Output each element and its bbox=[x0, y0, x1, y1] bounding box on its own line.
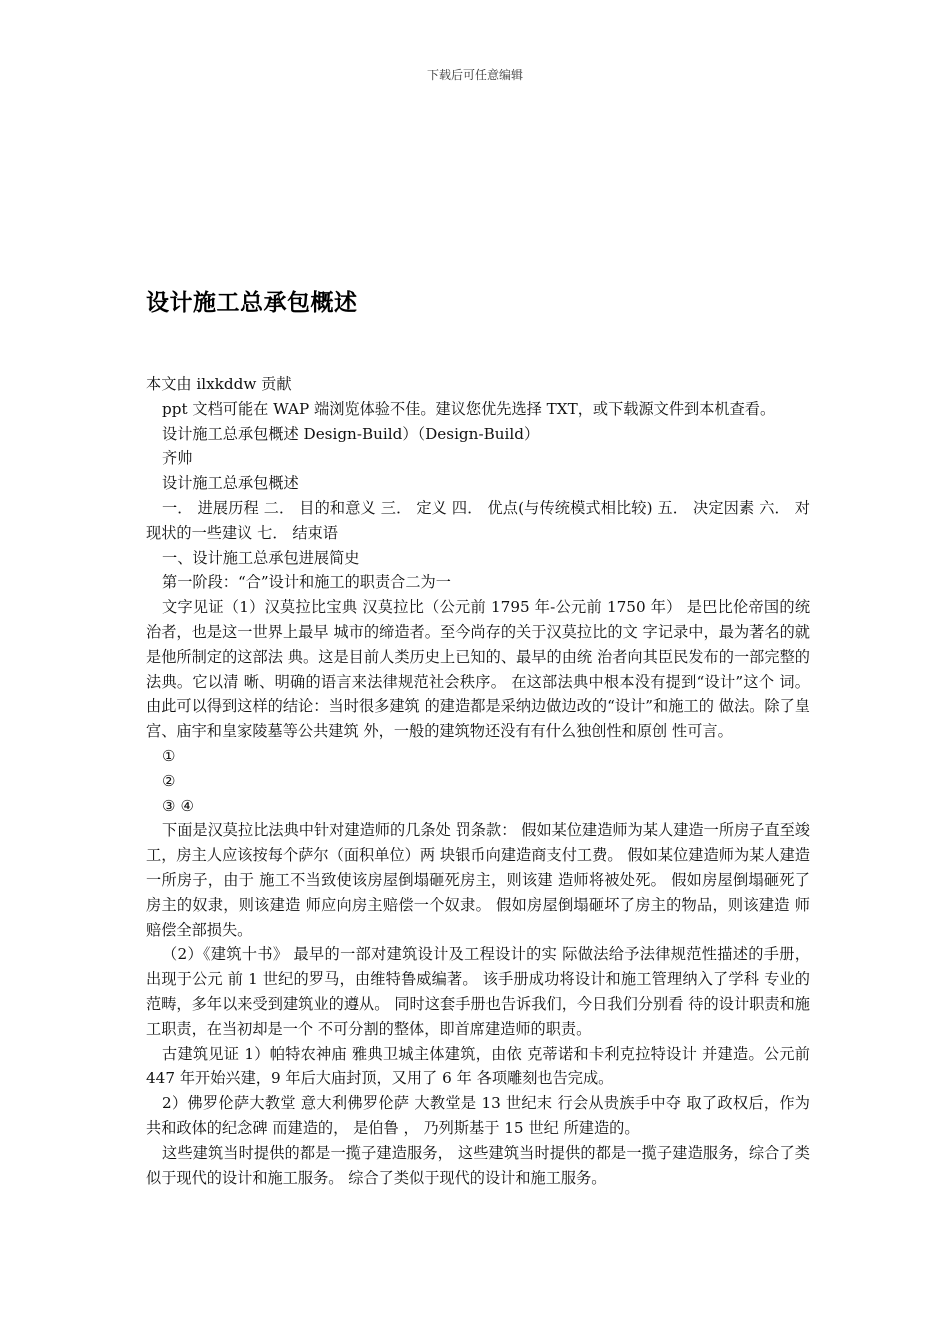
summary-paragraph: 这些建筑当时提供的都是一揽子建造服务， 这些建筑当时提供的都是一揽子建造服务，综合了类似于现代的设计和施工服务。 综合了类似于现代的设计和施工服务。 bbox=[146, 1143, 810, 1187]
outline-paragraph: 一． 进展历程 二． 目的和意义 三． 定义 四． 优点(与传统模式相比较) 五． 决定因素 六． 对现状的一些建议 七． 结束语 bbox=[146, 498, 810, 542]
document-body bbox=[146, 372, 810, 1190]
page-header-note: 下载后可任意编辑 bbox=[426, 68, 523, 82]
subtitle-line: 设计施工总承包概述 Design-Build）（Design-Build） bbox=[162, 424, 540, 443]
florence-paragraph: 2）佛罗伦萨大教堂 意大利佛罗伦萨 大教堂是 13 世纪末 行会从贵族手中夺 取了政权后，作为 共和政体的纪念碑 而建造的， 是伯鲁 ， 乃列斯基于 15 世纪 所建造的。 bbox=[146, 1094, 810, 1137]
marker-3-4: ③ ④ bbox=[162, 796, 195, 815]
marker-2: ② bbox=[162, 771, 176, 790]
format-notice: ppt 文档可能在 WAP 端浏览体验不佳。建议您优先选择 TXT，或下载源文件到本机查看。 bbox=[162, 399, 776, 418]
author-line: 齐帅 bbox=[162, 449, 193, 468]
marker-1: ① bbox=[162, 746, 176, 765]
section-heading: 设计施工总承包概述 bbox=[162, 474, 299, 493]
hammurabi-paragraph: 文字见证（1）汉莫拉比宝典 汉莫拉比（公元前 1795 年-公元前 1750 年） 是巴比伦帝国的统治者，也是这一世界上最早 城市的缔造者。至今尚存的关于汉莫拉比的文 字记录中，最为著名的就是他所制定的这部法 典。这是目前人类历史上已知的、最早的由统 治者向其臣民发布的一部完整的法典。它以清 晰、明确的语言来法律规范社会秩序。 在这部法典中根本没有提到“设计”这个 词。由此可以得到这样的结论：当时很多建筑 的建造都是采纳边做边改的“设计”和施工的 做法。除了皇宫、庙宇和皇家陵墓等公共建筑 外，一般的建筑物还没有有什么独创性和原创 性可言。 bbox=[146, 598, 810, 741]
penalty-paragraph: 下面是汉莫拉比法典中针对建造师的几条处 罚条款： 假如某位建造师为某人建造一所房子直至竣 工，房主人应该按每个萨尔（面积单位）两 块银币向建造商支付工费。 假如某位建造师为某人建造一所房子，由于 施工不当致使该房屋倒塌砸死房主，则该建 造师将被处死。 假如房屋倒塌砸死了房主的奴隶，则该建造 师应向房主赔偿一个奴隶。 假如房屋倒塌砸坏了房主的物品，则该建造 师赔偿全部损失。 bbox=[146, 821, 810, 939]
history-heading: 一、设计施工总承包进展简史 bbox=[162, 548, 360, 567]
stage-one-heading: 第一阶段：“合”设计和施工的职责合二为一 bbox=[162, 573, 451, 592]
document-title: 设计施工总承包概述 bbox=[146, 290, 358, 316]
contributor-line: 本文由 ilxkddw 贡献 bbox=[146, 375, 292, 393]
ten-books-paragraph: （2）《建筑十书》 最早的一部对建筑设计及工程设计的实 际做法给予法律规范性描述的手册，出现于公元 前 1 世纪的罗马，由维特鲁威编著。 该手册成功将设计和施工管理纳入了学科 专业的范畴，多年以来受到建筑业的遵从。 同时这套手册也告诉我们，今日我们分别看 待的设计职责和施工职责，在当初却是一个 不可分割的整体，即首席建造师的职责。 bbox=[146, 945, 810, 1038]
parthenon-paragraph: 古建筑见证 1）帕特农神庙 雅典卫城主体建筑，由依 克蒂诺和卡利克拉特设计 并建造。公元前 447 年开始兴建，9 年后大庙封顶，又用了 6 年 各项雕刻也告完成。 bbox=[146, 1044, 810, 1088]
